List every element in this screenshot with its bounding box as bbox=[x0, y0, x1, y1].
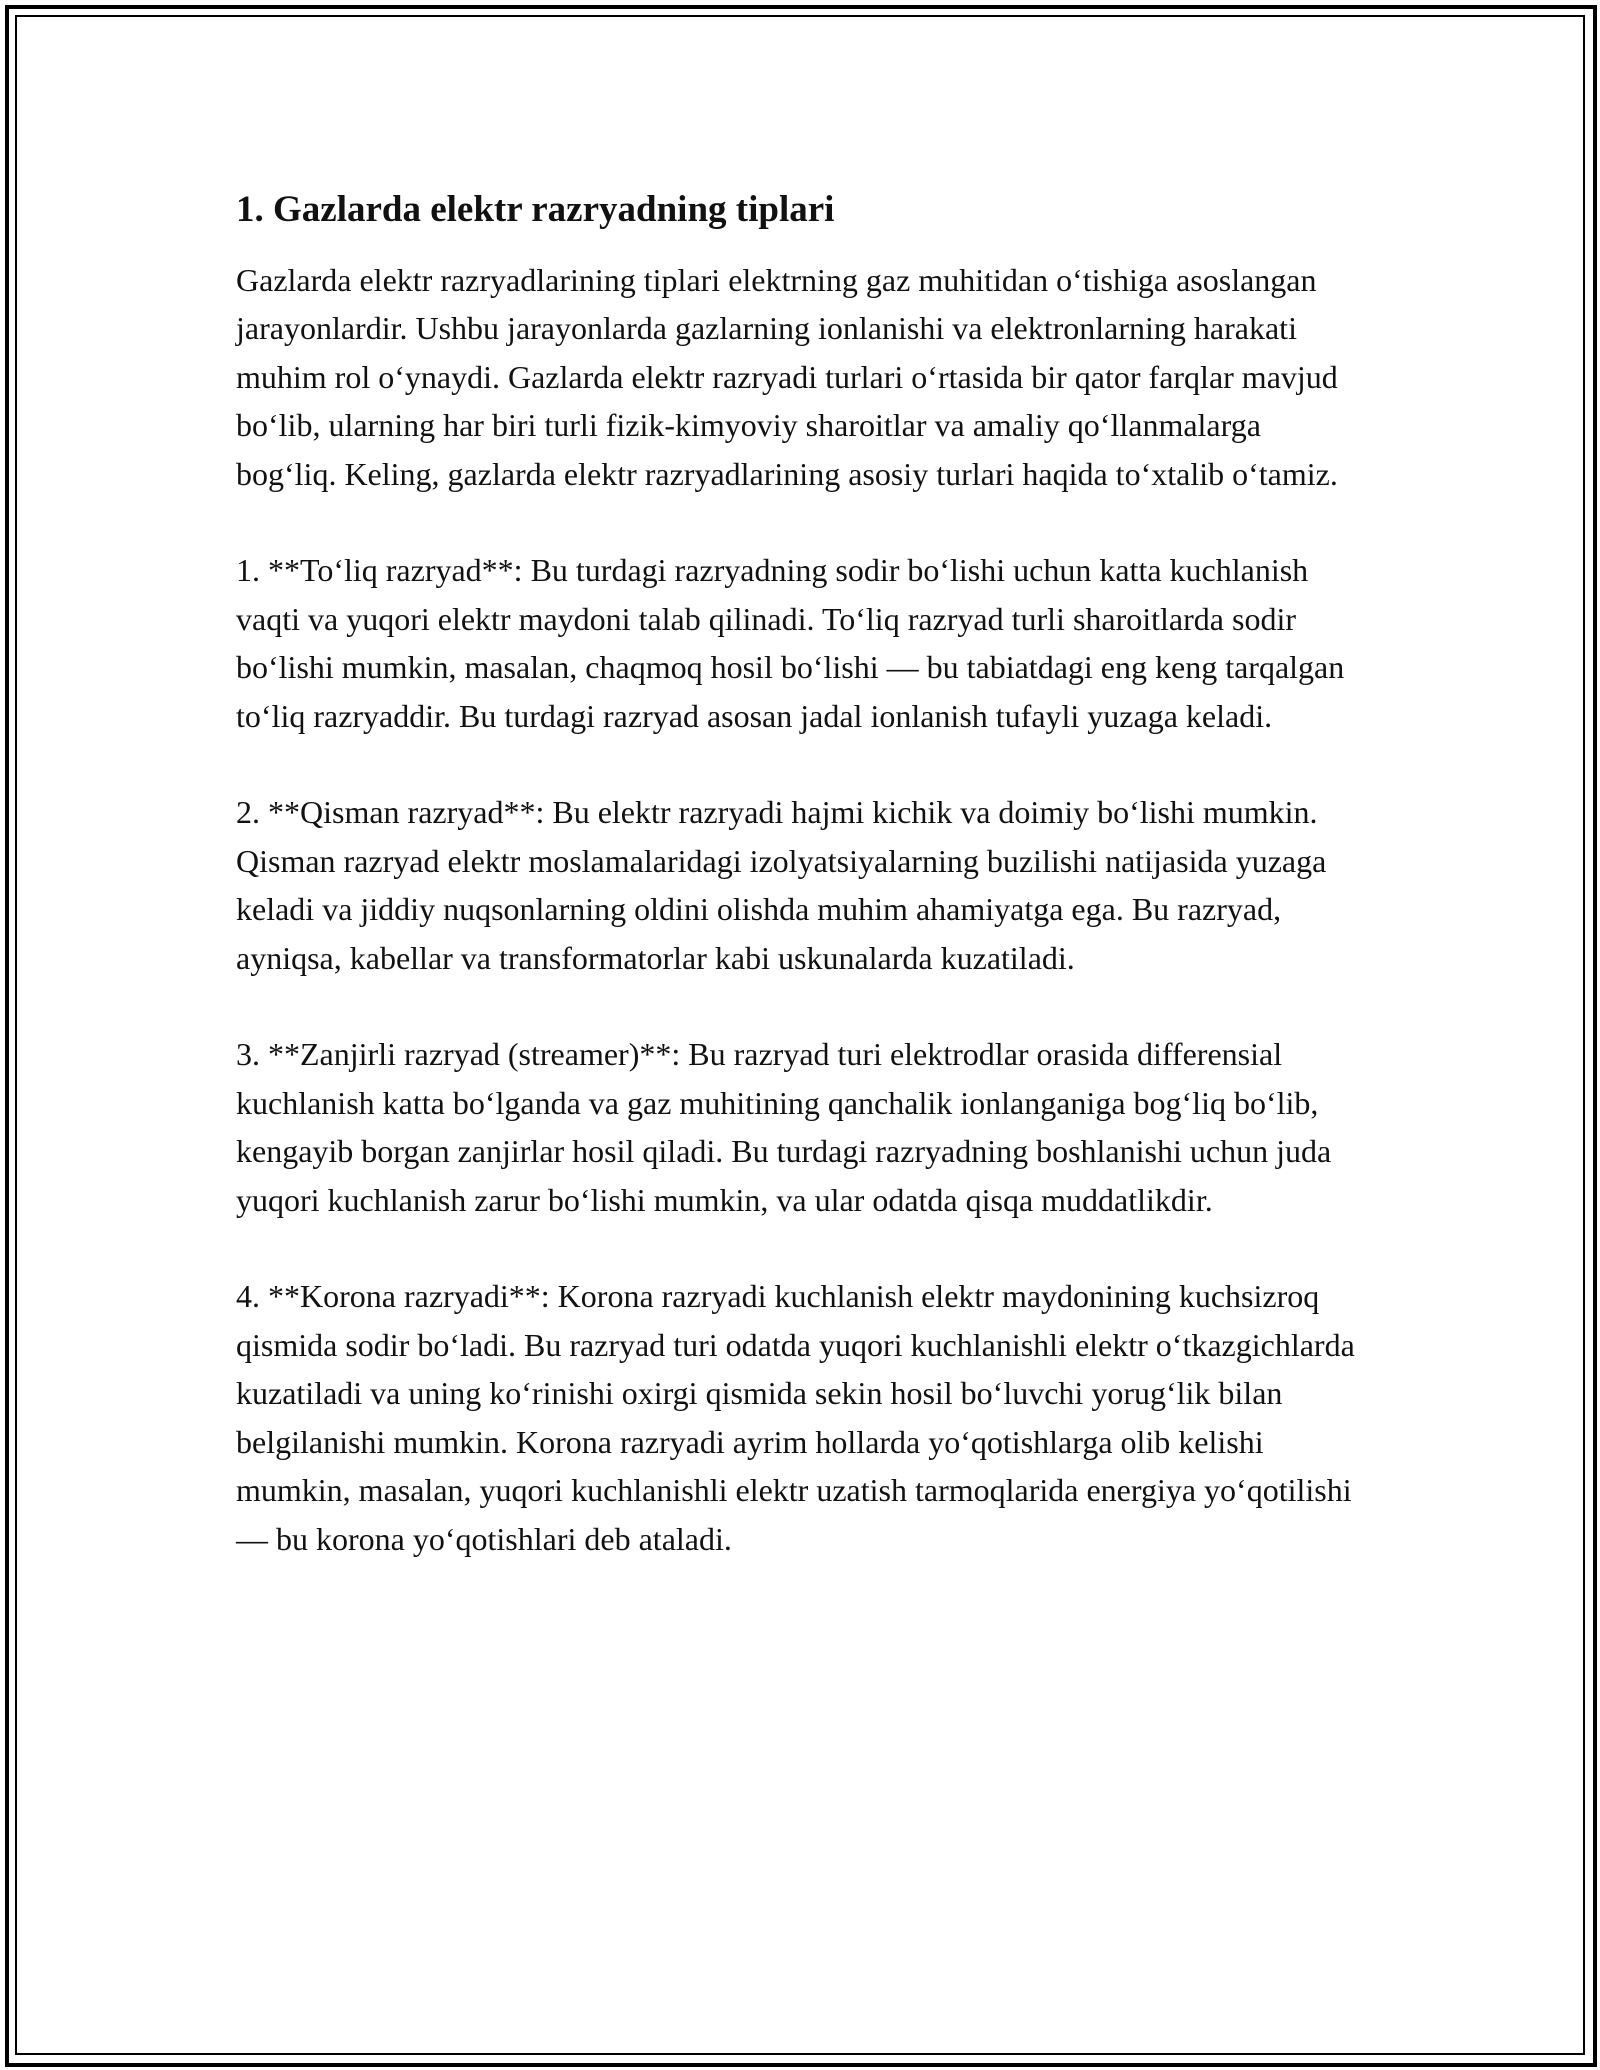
paragraph-full-discharge: 1. **To‘liq razryad**: Bu turdagi razryadning sodir bo‘lishi uchun katta kuchlanish vaqti va yuqori elektr maydoni talab qilinadi. To‘liq razryad turli sharoitlarda sodir bo‘lishi mumkin, masalan, chaqmoq hosil bo‘lishi — bu tabiatdagi eng keng tarqalgan to‘liq razryaddir. Bu turdagi razryad asosan jadal ionlanish tufayli yuzaga keladi. bbox=[236, 552, 1345, 734]
paragraph-partial-discharge: 2. **Qisman razryad**: Bu elektr razryadi hajmi kichik va doimiy bo‘lishi mumkin. Qisman razryad elektr moslamalaridagi izolyatsiyalarning buzilishi natijasida yuzaga keladi va jiddiy nuqsonlarning oldini olishda muhim ahamiyatga ega. Bu razryad, ayniqsa, kabellar va transformatorlar kabi uskunalarda kuzatiladi. bbox=[236, 794, 1327, 976]
intro-paragraph: Gazlarda elektr razryadlarining tiplari elektrning gaz muhitidan o‘tishiga asoslangan jarayonlardir. Ushbu jarayonlarda gazlarning ionlanishi va elektronlarning harakati muhim rol o‘ynaydi. Gazlarda elektr razryadi turlari o‘rtasida bir qator farqlar mavjud bo‘lib, ularning har biri turli fizik-kimyoviy sharoitlar va amaliy qo‘llanmalarga bog‘liq. Keling, gazlarda elektr razryadlarining asosiy turlari haqida to‘xtalib o‘tamiz. bbox=[236, 262, 1338, 492]
document-body bbox=[236, 186, 1366, 1563]
paragraph-streamer-discharge: 3. **Zanjirli razryad (streamer)**: Bu razryad turi elektrodlar orasida differensial kuchlanish katta bo‘lganda va gaz muhitining qanchalik ionlanganiga bog‘liq bo‘lib, kengayib borgan zanjirlar hosil qiladi. Bu turdagi razryadning boshlanishi uchun juda yuqori kuchlanish zarur bo‘lishi mumkin, va ular odatda qisqa muddatlikdir. bbox=[236, 1036, 1332, 1218]
document-title: 1. Gazlarda elektr razryadning tiplari bbox=[236, 189, 835, 230]
paragraph-corona-discharge: 4. **Korona razryadi**: Korona razryadi kuchlanish elektr maydonining kuchsizroq qismida sodir bo‘ladi. Bu razryad turi odatda yuqori kuchlanishli elektr o‘tkazgichlarda kuzatiladi va uning ko‘rinishi oxirgi qismida sekin hosil bo‘luvchi yorug‘lik bilan belgilanishi mumkin. Korona razryadi ayrim hollarda yo‘qotishlarga olib kelishi mumkin, masalan, yuqori kuchlanishli elektr uzatish tarmoqlarida energiya yo‘qotilishi — bu korona yo‘qotishlari deb ataladi. bbox=[236, 1278, 1355, 1557]
